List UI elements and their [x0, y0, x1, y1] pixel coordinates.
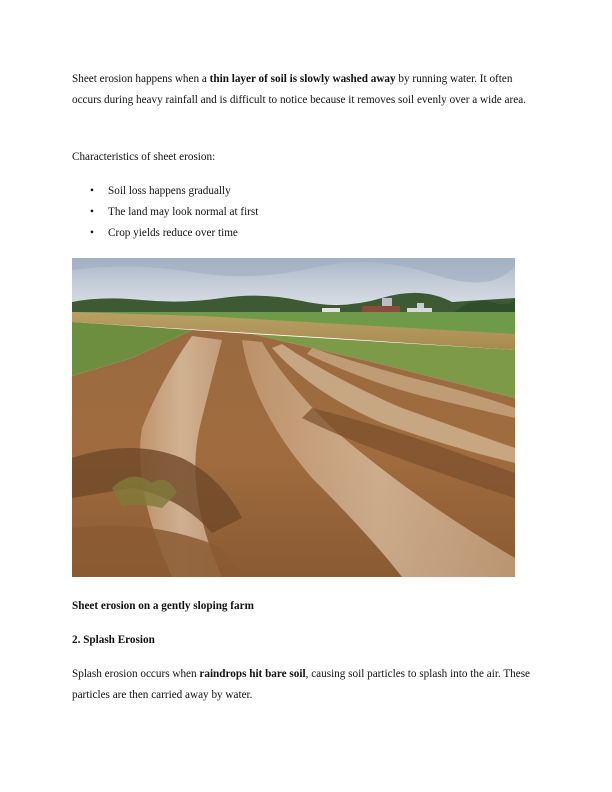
list-item [72, 202, 258, 223]
splash-erosion-paragraph [72, 664, 538, 706]
characteristics-title: Characteristics of sheet erosion: [72, 151, 216, 163]
list-item-text: Soil loss happens gradually [108, 185, 231, 197]
list-item-text: The land may look normal at first [108, 206, 259, 218]
bullet-icon: • [90, 185, 94, 197]
splash-emphasis: raindrops hit bare soil [199, 668, 306, 680]
characteristics-list [72, 181, 258, 244]
farm-erosion-photo [72, 258, 515, 577]
bullet-icon: • [90, 227, 94, 239]
list-item [72, 223, 258, 244]
intro-paragraph [72, 69, 538, 111]
intro-text-end: by running water. It often occurs during heavy rainfall and is difficult to notice because it removes soil evenly over a wide area. [72, 73, 526, 106]
figure-caption: Sheet erosion on a gently sloping farm [72, 600, 254, 612]
list-item [72, 181, 258, 202]
list-item-text: Crop yields reduce over time [108, 227, 238, 239]
splash-text-end: , causing soil particles to splash into the air. These particles are then carried away by water. [72, 668, 531, 701]
section-heading: 2. Splash Erosion [72, 634, 155, 646]
bullet-icon: • [90, 206, 94, 218]
splash-text-start: Splash erosion occurs when [72, 668, 200, 680]
intro-emphasis: thin layer of soil is slowly washed away [209, 73, 396, 85]
intro-text-start: Sheet erosion happens when a [72, 73, 210, 85]
